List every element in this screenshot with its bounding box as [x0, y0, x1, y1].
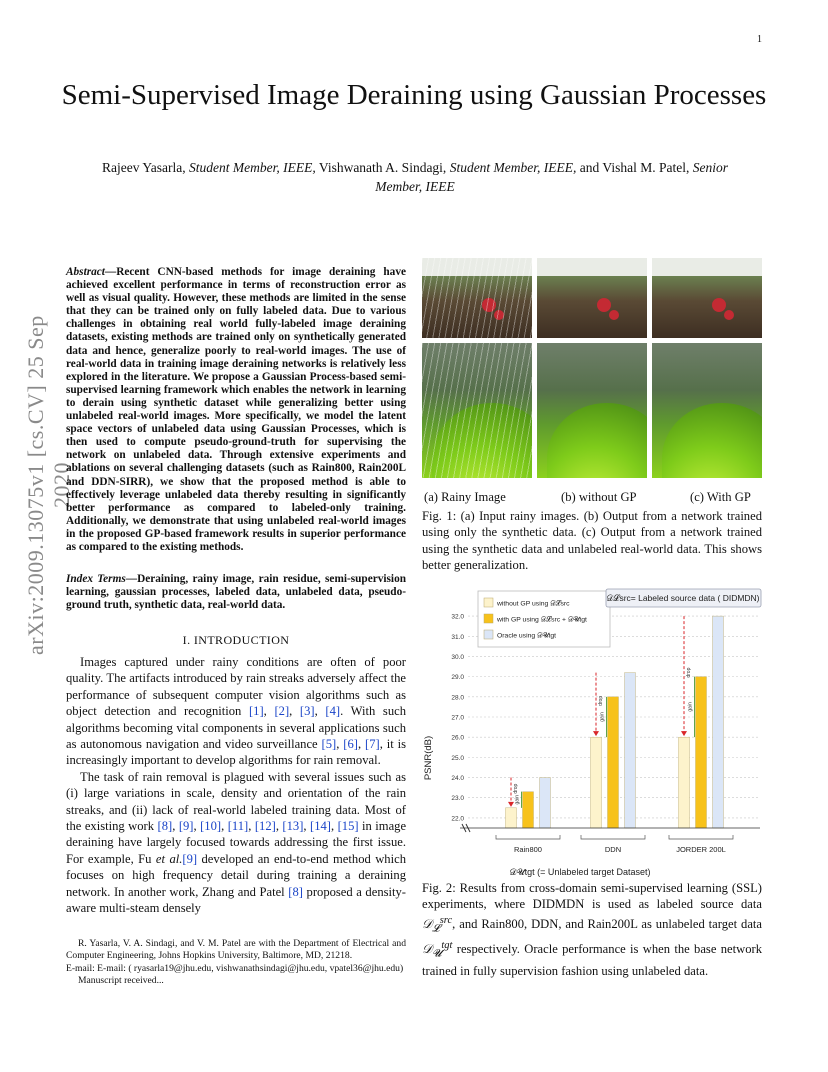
section-heading: I. INTRODUCTION	[182, 633, 290, 647]
author-2: Vishwanath A. Sindagi,	[318, 160, 447, 175]
citation-link[interactable]: [3]	[299, 704, 315, 719]
footnote-affiliation: R. Yasarla, V. A. Sindagi, and V. M. Patel are with the Department of Electrical and Computer Engineering, Johns Hopkins University, Baltimore, MD, 21218.	[66, 938, 406, 962]
x-category-labels	[496, 835, 733, 854]
citation-link[interactable]: [8]	[288, 884, 303, 899]
without-gp-image-bottom	[537, 343, 647, 478]
citation-link[interactable]: [15]	[337, 819, 359, 834]
citation-link[interactable]: [9]	[178, 819, 194, 834]
drop-arrowhead	[681, 731, 687, 736]
y-tick-label: 26.0	[451, 734, 464, 742]
subcaption-a: (a) Rainy Image	[424, 490, 506, 504]
y-tick-label: 27.0	[451, 714, 464, 722]
x-category-label: Rain800	[514, 845, 542, 854]
citation-link[interactable]: [4]	[325, 704, 341, 719]
figure-1-caption: Fig. 1: (a) Input rainy images. (b) Output from a network trained using only the synthetic data. (c) Output from a network trained using the synthetic data and unlabeled real-world data. This shows better generalization.	[422, 509, 762, 573]
footnote-manuscript: Manuscript received...	[78, 975, 164, 987]
bar-oracle	[540, 778, 551, 828]
abstract-lead: Abstract	[66, 266, 105, 278]
index-terms-lead: Index Terms	[66, 573, 126, 585]
bar-without-gp	[591, 737, 602, 828]
citation-link[interactable]: [1]	[248, 704, 264, 719]
subcaption-c: (c) With GP	[690, 490, 751, 504]
x-category-label: DDN	[604, 845, 622, 854]
bars	[506, 616, 724, 828]
gain-label: gain	[599, 712, 606, 722]
figure-2-chart	[420, 588, 765, 878]
legend-swatch	[484, 614, 493, 623]
abstract-text: —Recent CNN-based methods for image deraining have achieved excellent performance in terms of reconstruction error as well as visual quality. However, these methods are limited in the sense that they can be trained only on fully labeled data. Due to various challenges in obtaining real world fully-labeled image deraining datasets, existing methods are trained only on synthetically generated data and hence, generalize poorly to real-world images. The use of real-world data in training image deraining networks is relatively less explored in the literature. We propose a Gaussian Process-based semi-supervised learning framework which enables the network in learning to derain using synthetic dataset while generalizing better using unlabeled real-world images. More specifically, we model the latent space vectors of unlabeled data using Gaussian Processes, which is then used to compute pseudo-ground-truth for supervising the network on unlabeled data. Through extensive experiments and ablations on several challenging datasets (such as Rain800, Rain200L and DDN-SIRR), we show that the proposed method is able to effectively leverage unlabeled data thereby resulting in significantly better performance as compared to labeled-only training. Additionally, we demonstrate that using unlabeled real-world images in the proposed GP-based framework results in superior performance as compared to the existing methods.	[66, 266, 406, 553]
citation-link[interactable]: [9]	[182, 851, 198, 866]
y-axis-label: PSNR(dB)	[423, 735, 434, 781]
y-tick-labels	[451, 614, 464, 823]
y-tick-label: 32.0	[451, 613, 464, 621]
drop-arrowhead	[508, 802, 514, 807]
y-tick-label: 31.0	[451, 633, 464, 641]
bar-with-gp	[608, 697, 619, 828]
legend-swatch	[484, 630, 493, 639]
page-number: 1	[757, 34, 762, 45]
legend-swatch	[484, 598, 493, 607]
gain-label: gain	[687, 702, 694, 712]
legend-label: with GP using 𝒟𝓛src + 𝒟𝓤tgt	[497, 616, 587, 624]
drop-label: drop	[686, 667, 692, 678]
with-gp-image-bottom	[652, 343, 762, 478]
drop-label: drop	[513, 783, 519, 794]
bar-oracle	[625, 673, 636, 828]
source-data-note: 𝒟𝓛src= Labeled source data ( DIDMDN)	[606, 593, 760, 603]
author-1-role: Student Member, IEEE,	[189, 160, 316, 175]
y-tick-label: 24.0	[451, 775, 464, 783]
legend-label: Oracle using 𝒟𝓤tgt	[497, 632, 557, 640]
citation-link[interactable]: [11]	[227, 819, 249, 834]
y-tick-label: 22.0	[451, 815, 464, 823]
with-gp-image-top	[652, 258, 762, 338]
bar-without-gp	[679, 737, 690, 828]
drop-arrowhead	[593, 731, 599, 736]
group-bracket	[581, 835, 645, 839]
author-1: Rajeev Yasarla,	[102, 160, 186, 175]
bar-with-gp	[523, 792, 534, 828]
y-tick-label: 25.0	[451, 754, 464, 762]
group-bracket	[496, 835, 560, 839]
citation-link[interactable]: [7]	[365, 737, 380, 752]
introduction-body	[66, 654, 406, 917]
intro-paragraph-1: Images captured under rainy conditions are often of poor quality. The artifacts introduced by rain streaks adversely affect the performance of subsequent computer vision algorithms such as object detection and recognition [1], [2], [3], [4]. With such algorithms becoming vital components in several applications such as autonomous navigation and video surveillance [5], [6], [7], it is increasingly important to develop algorithms for rain removal.	[66, 655, 407, 768]
citation-link[interactable]: [12]	[254, 819, 276, 834]
figure-2-caption: Fig. 2: Results from cross-domain semi-supervised learning (SSL) experiments, where DIDMDN is used as labeled source data 𝒟$_𝓛^{src}$, and Rain800, DDN, and Rain200L as unlabeled target data 𝒟$_𝓤^{tgt}$ respectively. Oracle performance is when the base network trained in fully supervision fashion using unlabeled data.	[422, 881, 762, 979]
group-bracket	[669, 835, 733, 839]
citation-link[interactable]: [5]	[321, 737, 337, 752]
rainy-image-bottom	[422, 343, 532, 478]
y-tick-label: 30.0	[451, 653, 464, 661]
legend-label: without GP using 𝒟𝓛src	[497, 600, 570, 608]
citation-link[interactable]: [2]	[274, 704, 290, 719]
subcaption-b: (b) without GP	[561, 490, 637, 504]
bar-with-gp	[696, 677, 707, 828]
without-gp-image-top	[537, 258, 647, 338]
citation-link[interactable]: [10]	[200, 819, 222, 834]
rainy-image-top	[422, 258, 532, 338]
author-3: and Vishal M. Patel,	[579, 160, 690, 175]
bar-oracle	[713, 616, 724, 828]
arxiv-identifier: arXiv:2009.13075v1 [cs.CV] 25 Sep 2020	[23, 315, 74, 655]
index-terms	[66, 573, 406, 612]
y-tick-label: 23.0	[451, 795, 464, 803]
figure-1-images	[422, 258, 762, 483]
citation-link[interactable]: [14]	[310, 819, 331, 834]
x-category-label: JORDER 200L	[676, 845, 726, 854]
author-2-role: Student Member, IEEE,	[449, 160, 577, 175]
target-data-note: 𝒟𝓤tgt (= Unlabeled target Dataset)	[509, 867, 651, 877]
citation-link[interactable]: [13]	[282, 819, 304, 834]
footnote-email: E-mail: E-mail: ( ryasarla19@jhu.edu, vishwanathsindagi@jhu.edu, vpatel36@jhu.edu)	[66, 962, 404, 974]
author-list	[90, 158, 740, 196]
abstract	[66, 266, 406, 554]
footnotes	[66, 938, 406, 988]
y-tick-label: 29.0	[451, 674, 464, 682]
index-terms-text: —Deraining, rainy image, rain residue, semi-supervision learning, gaussian processes, labeled data, unlabeled data, pseudo-ground truth, synthetic data, real-world data.	[66, 573, 406, 612]
bar-without-gp	[506, 808, 517, 828]
gain-label: gain	[514, 795, 521, 805]
paper-title: Semi-Supervised Image Deraining using Gaussian Processes	[61, 79, 767, 111]
intro-paragraph-2: The task of rain removal is plagued with several issues such as (i) large variations in scale, density and orientation of the rain streaks, and (ii) lack of real-world labeled training data. Most of the existing work [8], [9], [10], [11], [12], [13], [14], [15] in image deraining have largely focused towards addressing the first issue. For example, Fu et al.[9] developed an end-to-end method which focuses on high frequency detail during training a deraining network. In another work, Zhang and Patel [8] proposed a density-aware multi-steam densely	[66, 769, 407, 916]
drop-label: drop	[598, 695, 604, 706]
citation-link[interactable]: [8]	[157, 819, 173, 834]
citation-link[interactable]: [6]	[343, 737, 358, 752]
author-3-role: Senior Member, IEEE	[375, 160, 728, 194]
y-tick-label: 28.0	[451, 694, 464, 702]
